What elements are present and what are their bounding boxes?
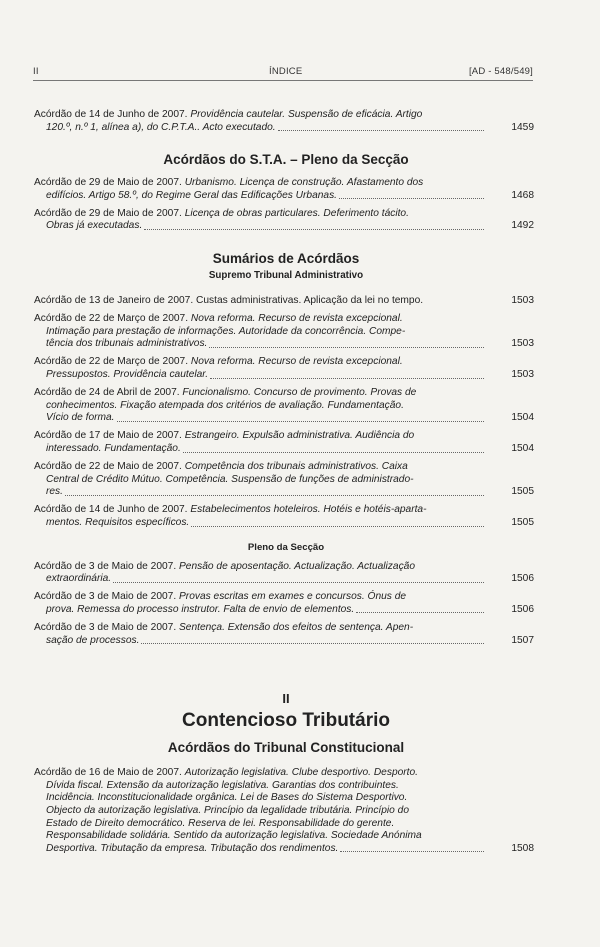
entry-date: Acórdão de 24 de Abril de 2007. <box>34 387 180 399</box>
entry-last-line: Pressupostos. Providência cautelar. <box>46 369 209 381</box>
index-entry <box>34 561 538 586</box>
index-entry <box>34 295 538 308</box>
entry-last-line: 120.º, n.º 1, alínea a), do C.P.T.A.. Acto executado. <box>46 121 276 133</box>
leader-dots <box>141 643 484 644</box>
entry-continuation-line: conhecimentos. Fixação atempada dos critérios de avaliação. Fundamentação. <box>46 399 404 411</box>
entry-first-line <box>34 461 486 474</box>
entry-last-line: prova. Remessa do processo instrutor. Falta de envio de elementos. <box>46 603 355 615</box>
entry-last-line: Desportiva. Tributação da empresa. Tributação dos rendimentos. <box>46 842 339 854</box>
index-entry <box>34 109 538 134</box>
entries-pleno <box>34 177 538 233</box>
entry-first-line <box>34 622 486 635</box>
leader-dots <box>113 582 484 583</box>
entries-sumarios <box>34 295 538 530</box>
entry-page-number: 1507 <box>511 634 534 646</box>
entry-date: Acórdão de 22 de Maio de 2007. <box>34 461 182 473</box>
entry-continuation-line: Responsabilidade solidária. Sentido da autorização legislativa. Sociedade Anónima <box>46 830 422 842</box>
index-entry <box>34 387 538 425</box>
section-heading-pleno-seccao: Pleno da Secção <box>247 541 325 553</box>
entry-first-line <box>34 561 486 574</box>
part-title: Contencioso Tributário <box>182 710 390 732</box>
entry-last-line: extraordinária. <box>46 573 112 585</box>
entry-first-line <box>34 356 486 369</box>
page-number-roman: II <box>33 66 39 77</box>
entry-subject: Competência dos tribunais administrativos. Caixa <box>184 461 408 473</box>
leader-dots <box>339 198 484 199</box>
entry-last-line: Vício de forma. <box>46 412 115 424</box>
entry-continuation-line: Estado de Direito democrático. Reserva de lei. Responsabilidade do gerente. <box>46 817 395 829</box>
part-number: II <box>282 691 290 707</box>
entry-subject: Sentença. Extensão dos efeitos de sentença. Apen- <box>179 621 414 633</box>
running-head <box>33 66 533 80</box>
entry-continuation-line: Intimação para prestação de informações. Autoridade da concorrência. Compe- <box>46 325 406 337</box>
entry-first-line <box>34 504 486 517</box>
entries-part2 <box>34 767 538 855</box>
entry-page-number: 1506 <box>511 603 534 615</box>
entry-first-line <box>34 109 486 122</box>
entry-page-number: 1504 <box>511 412 534 424</box>
leader-dots <box>183 452 484 453</box>
entry-subject: Provas escritas em exames e concursos. Ónus de <box>179 591 407 603</box>
index-entry <box>34 591 538 616</box>
entry-last-line: interessado. Fundamentação. <box>46 443 181 454</box>
entry-continuation-line: Dívida fiscal. Extensão da autorização legislativa. Garantias dos contribuintes. <box>46 779 399 791</box>
entry-page-number: 1508 <box>511 842 534 854</box>
entry-date: Acórdão de 13 de Janeiro de 2007. <box>34 295 194 307</box>
entry-page-number: 1492 <box>511 220 534 232</box>
section-heading-sumarios: Sumários de Acórdãos <box>212 251 360 267</box>
entry-first-line <box>34 387 486 400</box>
entry-first-line <box>34 591 486 604</box>
leader-dots <box>65 495 484 496</box>
entry-subject: Custas administrativas. Aplicação da lei no tempo. <box>196 295 424 307</box>
leader-dots <box>191 526 484 527</box>
entry-subject: Nova reforma. Recurso de revista excepcional. <box>190 356 403 368</box>
header-rule <box>33 80 533 81</box>
entry-date: Acórdão de 14 de Junho de 2007. <box>34 504 188 516</box>
entry-page-number: 1503 <box>511 295 534 307</box>
index-entry <box>34 461 538 499</box>
entry-page-number: 1504 <box>511 443 534 454</box>
entry-last-line: mentos. Requisitos específicos. <box>46 516 190 528</box>
index-entry <box>34 622 538 647</box>
entry-date: Acórdão de 14 de Junho de 2007. <box>34 109 188 120</box>
entry-page-number: 1505 <box>511 486 534 498</box>
entry-continuation-line: Central de Crédito Mútuo. Competência. Suspensão de funções de administrado- <box>46 473 414 485</box>
entry-date: Acórdão de 3 de Maio de 2007. <box>34 591 177 603</box>
leader-dots <box>144 229 484 230</box>
entry-subject: Providência cautelar. Suspensão de eficácia. Artigo <box>190 109 423 120</box>
index-entry <box>34 177 538 202</box>
journal-reference: [AD - 548/549] <box>468 66 533 77</box>
entry-last-line: edifícios. Artigo 58.º, do Regime Geral das Edificações Urbanas. <box>46 189 337 201</box>
entry-date: Acórdão de 3 de Maio de 2007. <box>34 621 177 633</box>
index-entry <box>34 430 538 455</box>
entry-subject: Pensão de aposentação. Actualização. Actualização <box>179 560 415 572</box>
leader-dots <box>278 130 484 131</box>
entry-date: Acórdão de 17 de Maio de 2007. <box>34 430 182 442</box>
entry-page-number: 1506 <box>511 573 534 585</box>
entry-date: Acórdão de 29 de Maio de 2007. <box>34 207 182 219</box>
entry-date: Acórdão de 29 de Maio de 2007. <box>34 177 182 189</box>
index-entry <box>34 208 538 233</box>
section-heading-pleno: Acórdãos do S.T.A. – Pleno da Secção <box>163 152 409 168</box>
entries-top <box>34 109 538 134</box>
index-entry <box>34 313 538 351</box>
entry-first-line <box>34 767 486 780</box>
entry-subject: Estrangeiro. Expulsão administrativa. Audiência do <box>184 430 415 442</box>
leader-dots <box>117 421 484 422</box>
index-entry <box>34 767 538 855</box>
entry-first-line <box>34 208 486 221</box>
entry-date: Acórdão de 22 de Março de 2007. <box>34 313 189 325</box>
section-subheading-sta: Supremo Tribunal Administrativo <box>208 270 364 282</box>
entry-last-line: res. <box>46 486 63 498</box>
entry-last-line: sação de processos. <box>46 634 140 646</box>
index-entry <box>34 356 538 381</box>
index-entry <box>34 504 538 529</box>
entry-subject: Funcionalismo. Concurso de provimento. Provas de <box>182 387 417 399</box>
leader-dots <box>356 612 484 613</box>
leader-dots <box>210 378 484 379</box>
entry-date: Acórdão de 3 de Maio de 2007. <box>34 560 177 572</box>
entry-continuation-line: Objecto da autorização legislativa. Princípio da legalidade tributária. Princípio do <box>46 804 409 816</box>
entry-subject: Estabelecimentos hoteleiros. Hotéis e hotéis-aparta- <box>190 504 427 516</box>
entry-subject: Nova reforma. Recurso de revista excepcional. <box>190 313 403 325</box>
entry-subject: Licença de obras particulares. Deferimento tácito. <box>184 207 409 219</box>
entry-last-line: Obras já executadas. <box>46 220 143 232</box>
entry-continuation-line: Incidência. Inconstitucionalidade orgânica. Lei de Bases do Sistema Desportivo. <box>46 792 408 804</box>
entry-page-number: 1468 <box>511 189 534 201</box>
entry-date: Acórdão de 16 de Maio de 2007. <box>34 767 182 779</box>
entry-page-number: 1503 <box>511 369 534 381</box>
entry-page-number: 1459 <box>511 121 534 133</box>
entry-page-number: 1503 <box>511 338 534 350</box>
entry-first-line <box>34 430 486 443</box>
running-title: ÍNDICE <box>269 66 303 77</box>
leader-dots <box>340 851 484 852</box>
entry-last-line: tência dos tribunais administrativos. <box>46 338 208 350</box>
entry-first-line <box>34 177 486 190</box>
entry-subject: Autorização legislativa. Clube desportivo. Desporto. <box>184 767 418 779</box>
entry-first-line <box>34 313 486 326</box>
index-content <box>34 109 538 861</box>
entry-date: Acórdão de 22 de Março de 2007. <box>34 356 189 368</box>
entry-subject: Urbanismo. Licença de construção. Afastamento dos <box>184 177 424 189</box>
entries-pleno-seccao <box>34 561 538 648</box>
entry-page-number: 1505 <box>511 516 534 528</box>
leader-dots <box>209 347 484 348</box>
part-subheading: Acórdãos do Tribunal Constitucional <box>167 740 405 756</box>
